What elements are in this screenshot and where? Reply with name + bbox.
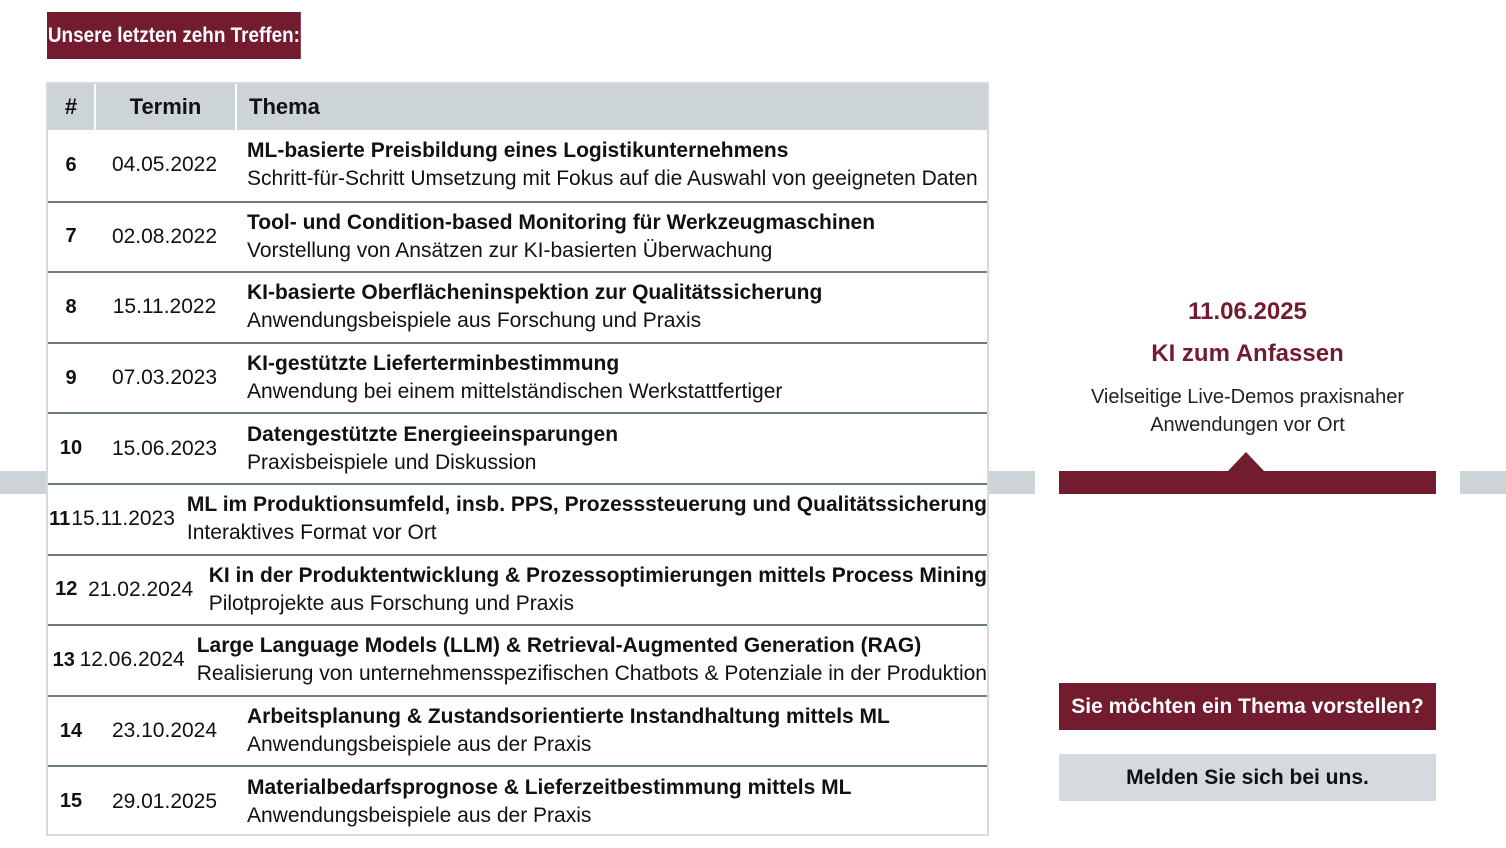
- row-topic-subtitle: Anwendungsbeispiele aus der Praxis: [247, 803, 592, 827]
- row-number: 11: [49, 507, 71, 530]
- row-date: 15.11.2022: [112, 295, 217, 319]
- row-date: 12.06.2024: [79, 648, 185, 672]
- column-header-number: #: [48, 84, 96, 130]
- table-row: [48, 201, 987, 272]
- row-topic-title: KI-gestützte Lieferterminbestimmung: [247, 352, 620, 376]
- row-topic: [197, 562, 987, 618]
- row-topic-title: ML im Produktionsumfeld, insb. PPS, Prozesssteuerung und Qualitätssicherung: [186, 493, 987, 517]
- row-topic: [235, 703, 987, 759]
- next-event-title: KI zum Anfassen: [1151, 340, 1344, 367]
- timeline-bar-right: [1460, 471, 1506, 494]
- table-row: [48, 624, 987, 695]
- table-row: [48, 412, 987, 483]
- table-row: [48, 271, 987, 342]
- row-topic-title: ML-basierte Preisbildung eines Logistikunternehmens: [247, 139, 789, 163]
- row-date: 07.03.2023: [111, 366, 218, 390]
- row-topic: [235, 279, 987, 335]
- row-number: 15: [59, 790, 83, 813]
- table-row: [48, 483, 987, 554]
- row-number: 9: [65, 366, 77, 389]
- row-date: 04.05.2022: [111, 153, 218, 177]
- row-date: 23.10.2024: [111, 719, 218, 743]
- column-header-date: Termin: [96, 84, 237, 130]
- present-topic-banner: Sie möchten ein Thema vorstellen?: [1059, 683, 1436, 730]
- row-date: 15.06.2023: [111, 436, 218, 460]
- row-number: 13: [52, 648, 75, 671]
- row-topic-subtitle: Anwendungsbeispiele aus der Praxis: [247, 733, 592, 757]
- column-header-topic: Thema: [249, 94, 320, 119]
- row-topic-title: Materialbedarfsprognose & Lieferzeitbestimmung mittels ML: [247, 775, 852, 799]
- row-number: 8: [65, 295, 77, 318]
- contact-us-button[interactable]: Melden Sie sich bei uns.: [1059, 754, 1436, 801]
- table-header: [48, 84, 987, 130]
- row-topic: [235, 137, 987, 193]
- row-topic-subtitle: Pilotprojekte aus Forschung und Praxis: [208, 591, 575, 615]
- next-event-timeline-marker: [1059, 471, 1436, 494]
- row-number: 12: [55, 578, 78, 601]
- row-topic-title: Arbeitsplanung & Zustandsorientierte Instandhaltung mittels ML: [247, 705, 890, 729]
- row-topic: [235, 350, 987, 406]
- table-row: [48, 765, 987, 836]
- table-row: [48, 342, 987, 413]
- row-topic-title: Large Language Models (LLM) & Retrieval-Augmented Generation (RAG): [196, 634, 922, 658]
- row-topic: [175, 491, 987, 547]
- row-number: 14: [59, 719, 83, 742]
- table-body: [48, 130, 987, 836]
- timeline-bar-left: [0, 471, 47, 494]
- row-number: 10: [59, 437, 83, 460]
- row-date: 15.11.2023: [71, 507, 175, 531]
- row-topic-subtitle: Vorstellung von Ansätzen zur KI-basierten Überwachung: [247, 238, 773, 262]
- table-row: [48, 130, 987, 201]
- row-number: 6: [65, 153, 77, 176]
- row-date: 29.01.2025: [111, 789, 218, 813]
- row-topic: [235, 209, 987, 265]
- row-topic-title: Datengestützte Energieeinsparungen: [247, 422, 619, 446]
- row-date: 21.02.2024: [88, 577, 194, 601]
- row-topic-subtitle: Anwendung bei einem mittelständischen Werkstattfertiger: [247, 380, 783, 404]
- table-row: [48, 695, 987, 766]
- row-topic-subtitle: Anwendungsbeispiele aus Forschung und Praxis: [247, 309, 702, 333]
- row-topic: [235, 774, 987, 830]
- section-title: Unsere letzten zehn Treffen:: [47, 12, 301, 59]
- row-topic-title: Tool- und Condition-based Monitoring für Werkzeugmaschinen: [247, 210, 876, 234]
- timeline-bar-middle: [989, 471, 1035, 494]
- next-event-date: 11.06.2025: [1188, 298, 1307, 325]
- row-topic-title: KI-basierte Oberflächeninspektion zur Qualitätssicherung: [247, 281, 823, 305]
- row-topic: [185, 632, 987, 688]
- row-topic-subtitle: Realisierung von unternehmensspezifischen Chatbots & Potenziale in der Produktion: [196, 662, 987, 686]
- next-event-pointer: [1228, 452, 1264, 471]
- meetings-table: [46, 82, 989, 836]
- next-event-description-line-1: Vielseitige Live-Demos praxisnaher: [1090, 386, 1405, 408]
- next-event-description: [1059, 383, 1436, 439]
- row-topic-subtitle: Praxisbeispiele und Diskussion: [247, 450, 537, 474]
- row-topic-subtitle: Interaktives Format vor Ort: [186, 521, 437, 545]
- row-topic-subtitle: Schritt-für-Schritt Umsetzung mit Fokus auf die Auswahl von geeigneten Daten: [247, 167, 978, 191]
- table-row: [48, 554, 987, 625]
- row-number: 7: [65, 225, 77, 248]
- row-topic-title: KI in der Produktentwicklung & Prozessoptimierungen mittels Process Mining: [208, 563, 987, 587]
- row-topic: [235, 421, 987, 477]
- next-event-description-line-2: Anwendungen vor Ort: [1150, 414, 1345, 436]
- row-date: 02.08.2022: [111, 224, 218, 248]
